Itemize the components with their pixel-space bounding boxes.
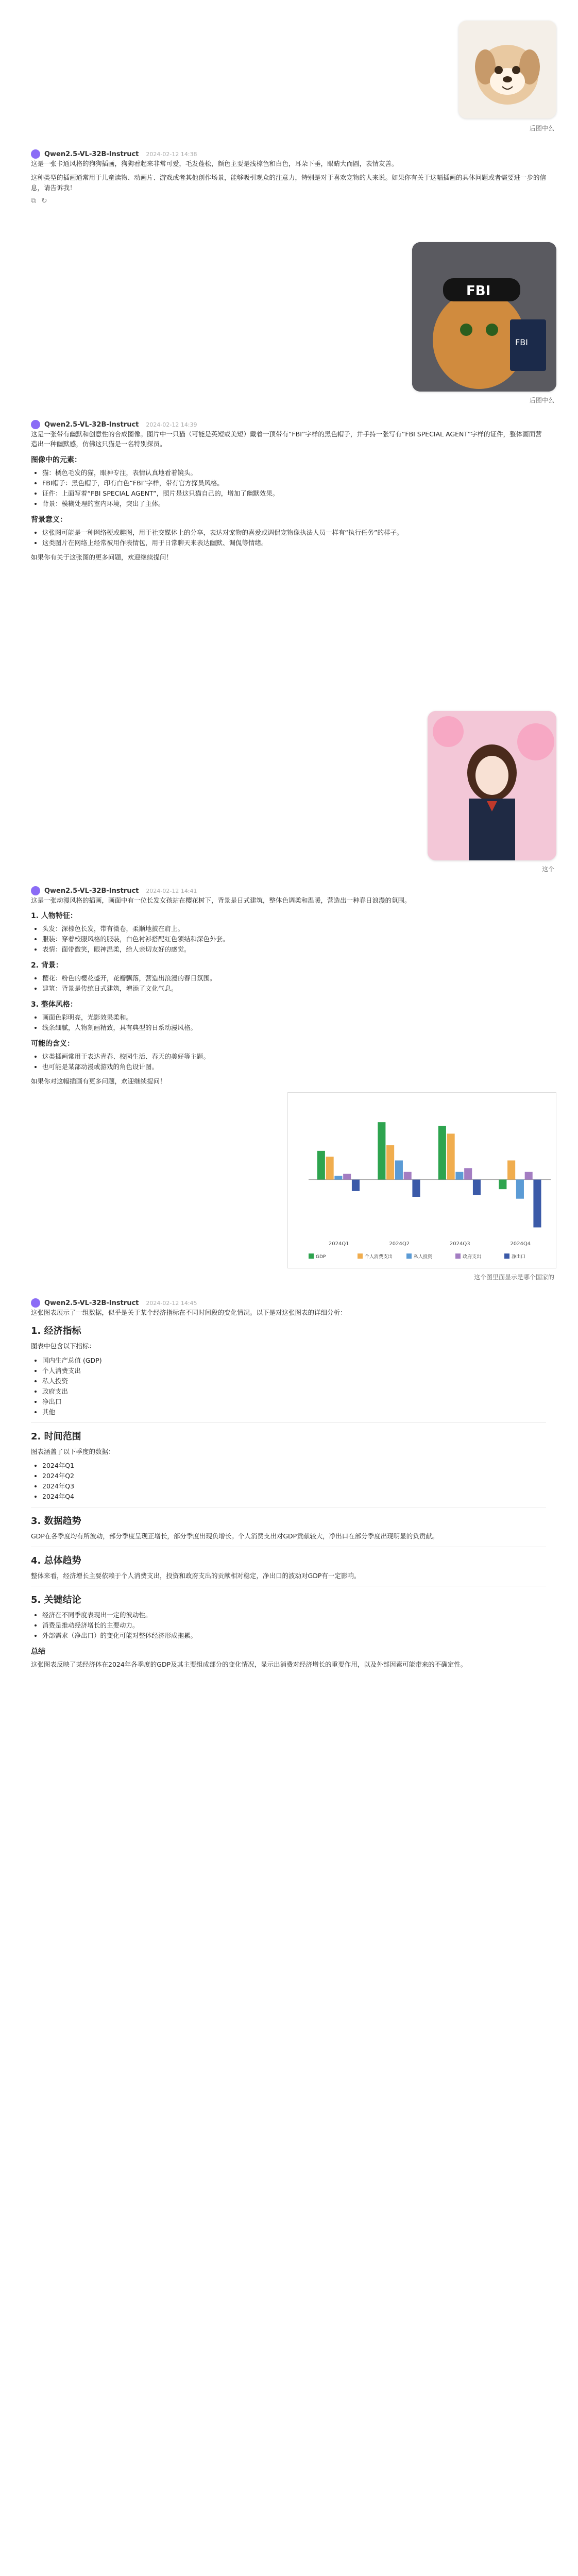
- x-tick-label: 2024Q2: [389, 1241, 410, 1247]
- list-item: • 2024年Q2: [42, 1471, 546, 1481]
- bar: [438, 1126, 446, 1180]
- message-text: 这张图表展示了一组数据，似乎是关于某个经济指标在不同时间段的变化情况。以下是对这张图表的详细分析：: [31, 1309, 347, 1316]
- legend-label: 个人消费支出: [365, 1255, 393, 1260]
- list-item: • 国内生产总值 (GDP): [42, 1355, 546, 1366]
- list-item: • 2024年Q3: [42, 1481, 546, 1492]
- bar: [386, 1145, 394, 1180]
- user-caption: 这个: [541, 866, 554, 873]
- list-item: • 净出口: [42, 1397, 546, 1407]
- timestamp: 2024-02-12 14:45: [146, 1299, 197, 1307]
- user-caption: 后图中么: [529, 125, 554, 132]
- list-item: • 政府支出: [42, 1386, 546, 1397]
- assistant-avatar: [31, 420, 40, 429]
- bar-chart-image[interactable]: [287, 1092, 556, 1268]
- list-item: • 私人投资: [42, 1376, 546, 1386]
- timestamp: 2024-02-12 14:41: [146, 887, 197, 894]
- assistant-avatar: [31, 1298, 40, 1308]
- section-heading: 5. 关键结论: [31, 1594, 81, 1605]
- bar: [343, 1174, 351, 1179]
- list-item: • 也可能是某部动漫或游戏的角色设计图。: [42, 1062, 546, 1072]
- copy-icon[interactable]: ⧉: [31, 197, 36, 206]
- user-caption: 这个图里面显示是哪个国家的: [473, 1274, 554, 1281]
- legend-swatch: [406, 1253, 412, 1259]
- list-item: • 这类插画常用于表达青春、校园生活、春天的美好等主题。: [42, 1052, 546, 1062]
- list-item: • 服装：穿着校服风格的服装，白色衬衫搭配红色领结和深色外套。: [42, 934, 546, 944]
- legend-label: 政府支出: [463, 1255, 482, 1260]
- bar: [404, 1172, 412, 1180]
- list-item: • 证件：上面写着“FBI SPECIAL AGENT”，照片是这只猫自己的，增加了幽默效果。: [42, 488, 546, 499]
- message-text: 这是一张卡通风格的狗狗插画，狗狗看起来非常可爱，毛发蓬松，颜色主要是浅棕色和白色，耳朵下垂，眼睛大而圆，表情友善。: [31, 160, 398, 167]
- timestamp: 2024-02-12 14:38: [146, 150, 197, 158]
- list-item: • 经济在不同季度表现出一定的波动性。: [42, 1610, 546, 1620]
- message-text: 这是一张带有幽默和创意性的合成图像。图片中一只猫（可能是英短或美短）戴着一顶带有“FBI”字样的黑色帽子，并手持一张写有“FBI SPECIAL AGENT”字样的证件，整体画面营造出一种幽默感，仿佛这只猫是一名特别探员。: [31, 430, 542, 448]
- bar: [533, 1180, 541, 1228]
- list-item: • 线条细腻，人物刻画精致，具有典型的日系动漫风格。: [42, 1023, 546, 1033]
- section-heading: 2. 背景：: [31, 961, 63, 970]
- bar: [334, 1176, 342, 1179]
- legend-swatch: [309, 1253, 314, 1259]
- bar: [507, 1160, 515, 1179]
- message-text: 这种类型的插画通常用于儿童读物、动画片、游戏或者其他创作场景，能够吸引观众的注意力，特别是对于喜欢宠物的人来说。如果你有关于这幅插画的具体问题或者需要进一步的信息，请告诉我！: [31, 174, 547, 192]
- list-item: • 背景：模糊处理的室内环境，突出了主体。: [42, 499, 546, 509]
- bar: [455, 1172, 463, 1180]
- bar: [317, 1151, 325, 1180]
- message-text: 这张图表反映了某经济体在2024年各季度的GDP及其主要组成部分的变化情况，显示出消费对经济增长的重要作用，以及外部因素可能带来的不确定性。: [31, 1660, 467, 1668]
- list-item: • 画面色彩明亮，光影效果柔和。: [42, 1012, 546, 1023]
- message-text: 图表涵盖了以下季度的数据：: [31, 1447, 115, 1455]
- section-heading: 4. 总体趋势: [31, 1555, 81, 1566]
- model-name: Qwen2.5-VL-32B-Instruct: [44, 1299, 139, 1307]
- section-heading: 1. 人物特征：: [31, 912, 77, 921]
- message-text: 如果你有关于这张图的更多问题，欢迎继续提问！: [31, 553, 173, 561]
- svg-text:FBI: FBI: [515, 337, 528, 347]
- legend-label: 净出口: [512, 1255, 526, 1260]
- list-item: • 个人消费支出: [42, 1366, 546, 1376]
- bar: [326, 1157, 334, 1180]
- dog-image[interactable]: [458, 21, 556, 118]
- message-text: 图表中包含以下指标：: [31, 1342, 96, 1350]
- model-name: Qwen2.5-VL-32B-Instruct: [44, 420, 139, 429]
- list-item: • 外部需求（净出口）的变化可能对整体经济形成拖累。: [42, 1631, 546, 1641]
- section-heading: 背景意义：: [31, 515, 67, 524]
- bar: [412, 1180, 420, 1197]
- list-item: • 消费是推动经济增长的主要动力。: [42, 1620, 546, 1631]
- list-item: • 表情：面带微笑，眼神温柔，给人亲切友好的感觉。: [42, 944, 546, 955]
- bar: [352, 1180, 360, 1191]
- svg-text:FBI: FBI: [466, 283, 491, 299]
- bar: [464, 1168, 472, 1179]
- list-item: • 其他: [42, 1407, 546, 1417]
- legend-swatch: [455, 1253, 461, 1259]
- legend-label: 私人投资: [414, 1255, 433, 1260]
- anime-girl-image[interactable]: [428, 711, 556, 860]
- refresh-icon[interactable]: ↻: [41, 197, 47, 206]
- list-item: • 猫：橘色毛发的猫，眼神专注，表情认真地看着镜头。: [42, 468, 546, 478]
- section-heading: 3. 数据趋势: [31, 1516, 81, 1527]
- x-tick-label: 2024Q3: [449, 1241, 470, 1247]
- x-tick-label: 2024Q4: [510, 1241, 531, 1247]
- bar: [499, 1180, 506, 1190]
- section-heading: 可能的含义：: [31, 1040, 74, 1048]
- bar: [378, 1122, 385, 1179]
- bar: [447, 1133, 455, 1179]
- assistant-avatar: [31, 886, 40, 895]
- section-heading: 图像中的元素：: [31, 455, 81, 464]
- bar: [516, 1180, 524, 1199]
- message-text: GDP在各季度均有所波动，部分季度呈现正增长，部分季度出现负增长。个人消费支出对GDP贡献较大，净出口在部分季度出现明显的负贡献。: [31, 1532, 439, 1540]
- model-name: Qwen2.5-VL-32B-Instruct: [44, 150, 139, 158]
- list-item: • FBI帽子：黑色帽子，印有白色“FBI”字样，带有官方探员风格。: [42, 478, 546, 488]
- bar: [525, 1172, 533, 1180]
- user-caption: 后图中么: [529, 397, 554, 404]
- list-item: • 这类图片在网络上经常被用作表情包，用于日常聊天来表达幽默、调侃等情绪。: [42, 538, 546, 548]
- legend-swatch: [358, 1253, 363, 1259]
- ai-message-2: [31, 420, 546, 566]
- assistant-avatar: [31, 149, 40, 159]
- timestamp: 2024-02-12 14:39: [146, 421, 197, 428]
- bar: [395, 1160, 403, 1179]
- ai-message-1: [31, 149, 546, 205]
- list-item: • 2024年Q4: [42, 1492, 546, 1502]
- model-name: Qwen2.5-VL-32B-Instruct: [44, 887, 139, 895]
- list-item: • 2024年Q1: [42, 1461, 546, 1471]
- list-item: • 这张图可能是一种网络梗或趣图，用于社交媒体上的分享，表达对宠物的喜爱或调侃宠物像执法人员一样有“执行任务”的样子。: [42, 528, 546, 538]
- bar: [473, 1180, 481, 1195]
- section-heading: 1. 经济指标: [31, 1326, 81, 1337]
- message-text: 整体来看，经济增长主要依赖于个人消费支出，投资和政府支出的贡献相对稳定，净出口的波动对GDP有一定影响。: [31, 1571, 361, 1580]
- message-text: 如果你对这幅插画有更多问题，欢迎继续提问！: [31, 1077, 166, 1086]
- list-item: • 建筑：背景是传统日式建筑，增添了文化气息。: [42, 984, 546, 994]
- ai-message-4: [31, 1298, 546, 1673]
- legend-swatch: [504, 1253, 509, 1259]
- cat-fbi-image[interactable]: [412, 242, 556, 392]
- section-heading: 总结: [31, 1647, 45, 1656]
- list-item: • 樱花：粉色的樱花盛开，花瓣飘落，营造出浪漫的春日氛围。: [42, 973, 546, 984]
- list-item: • 头发：深棕色长发，带有微卷，柔顺地披在肩上。: [42, 924, 546, 934]
- section-heading: 2. 时间范围: [31, 1431, 81, 1442]
- legend-label: GDP: [316, 1255, 326, 1260]
- bar-chart: [288, 1093, 556, 1268]
- x-tick-label: 2024Q1: [328, 1241, 349, 1247]
- ai-message-3: [31, 886, 546, 1091]
- message-text: 这是一张动漫风格的插画，画面中有一位长发女孩站在樱花树下，背景是日式建筑，整体色调柔和温暖，营造出一种春日浪漫的氛围。: [31, 896, 411, 904]
- section-heading: 3. 整体风格：: [31, 1001, 77, 1009]
